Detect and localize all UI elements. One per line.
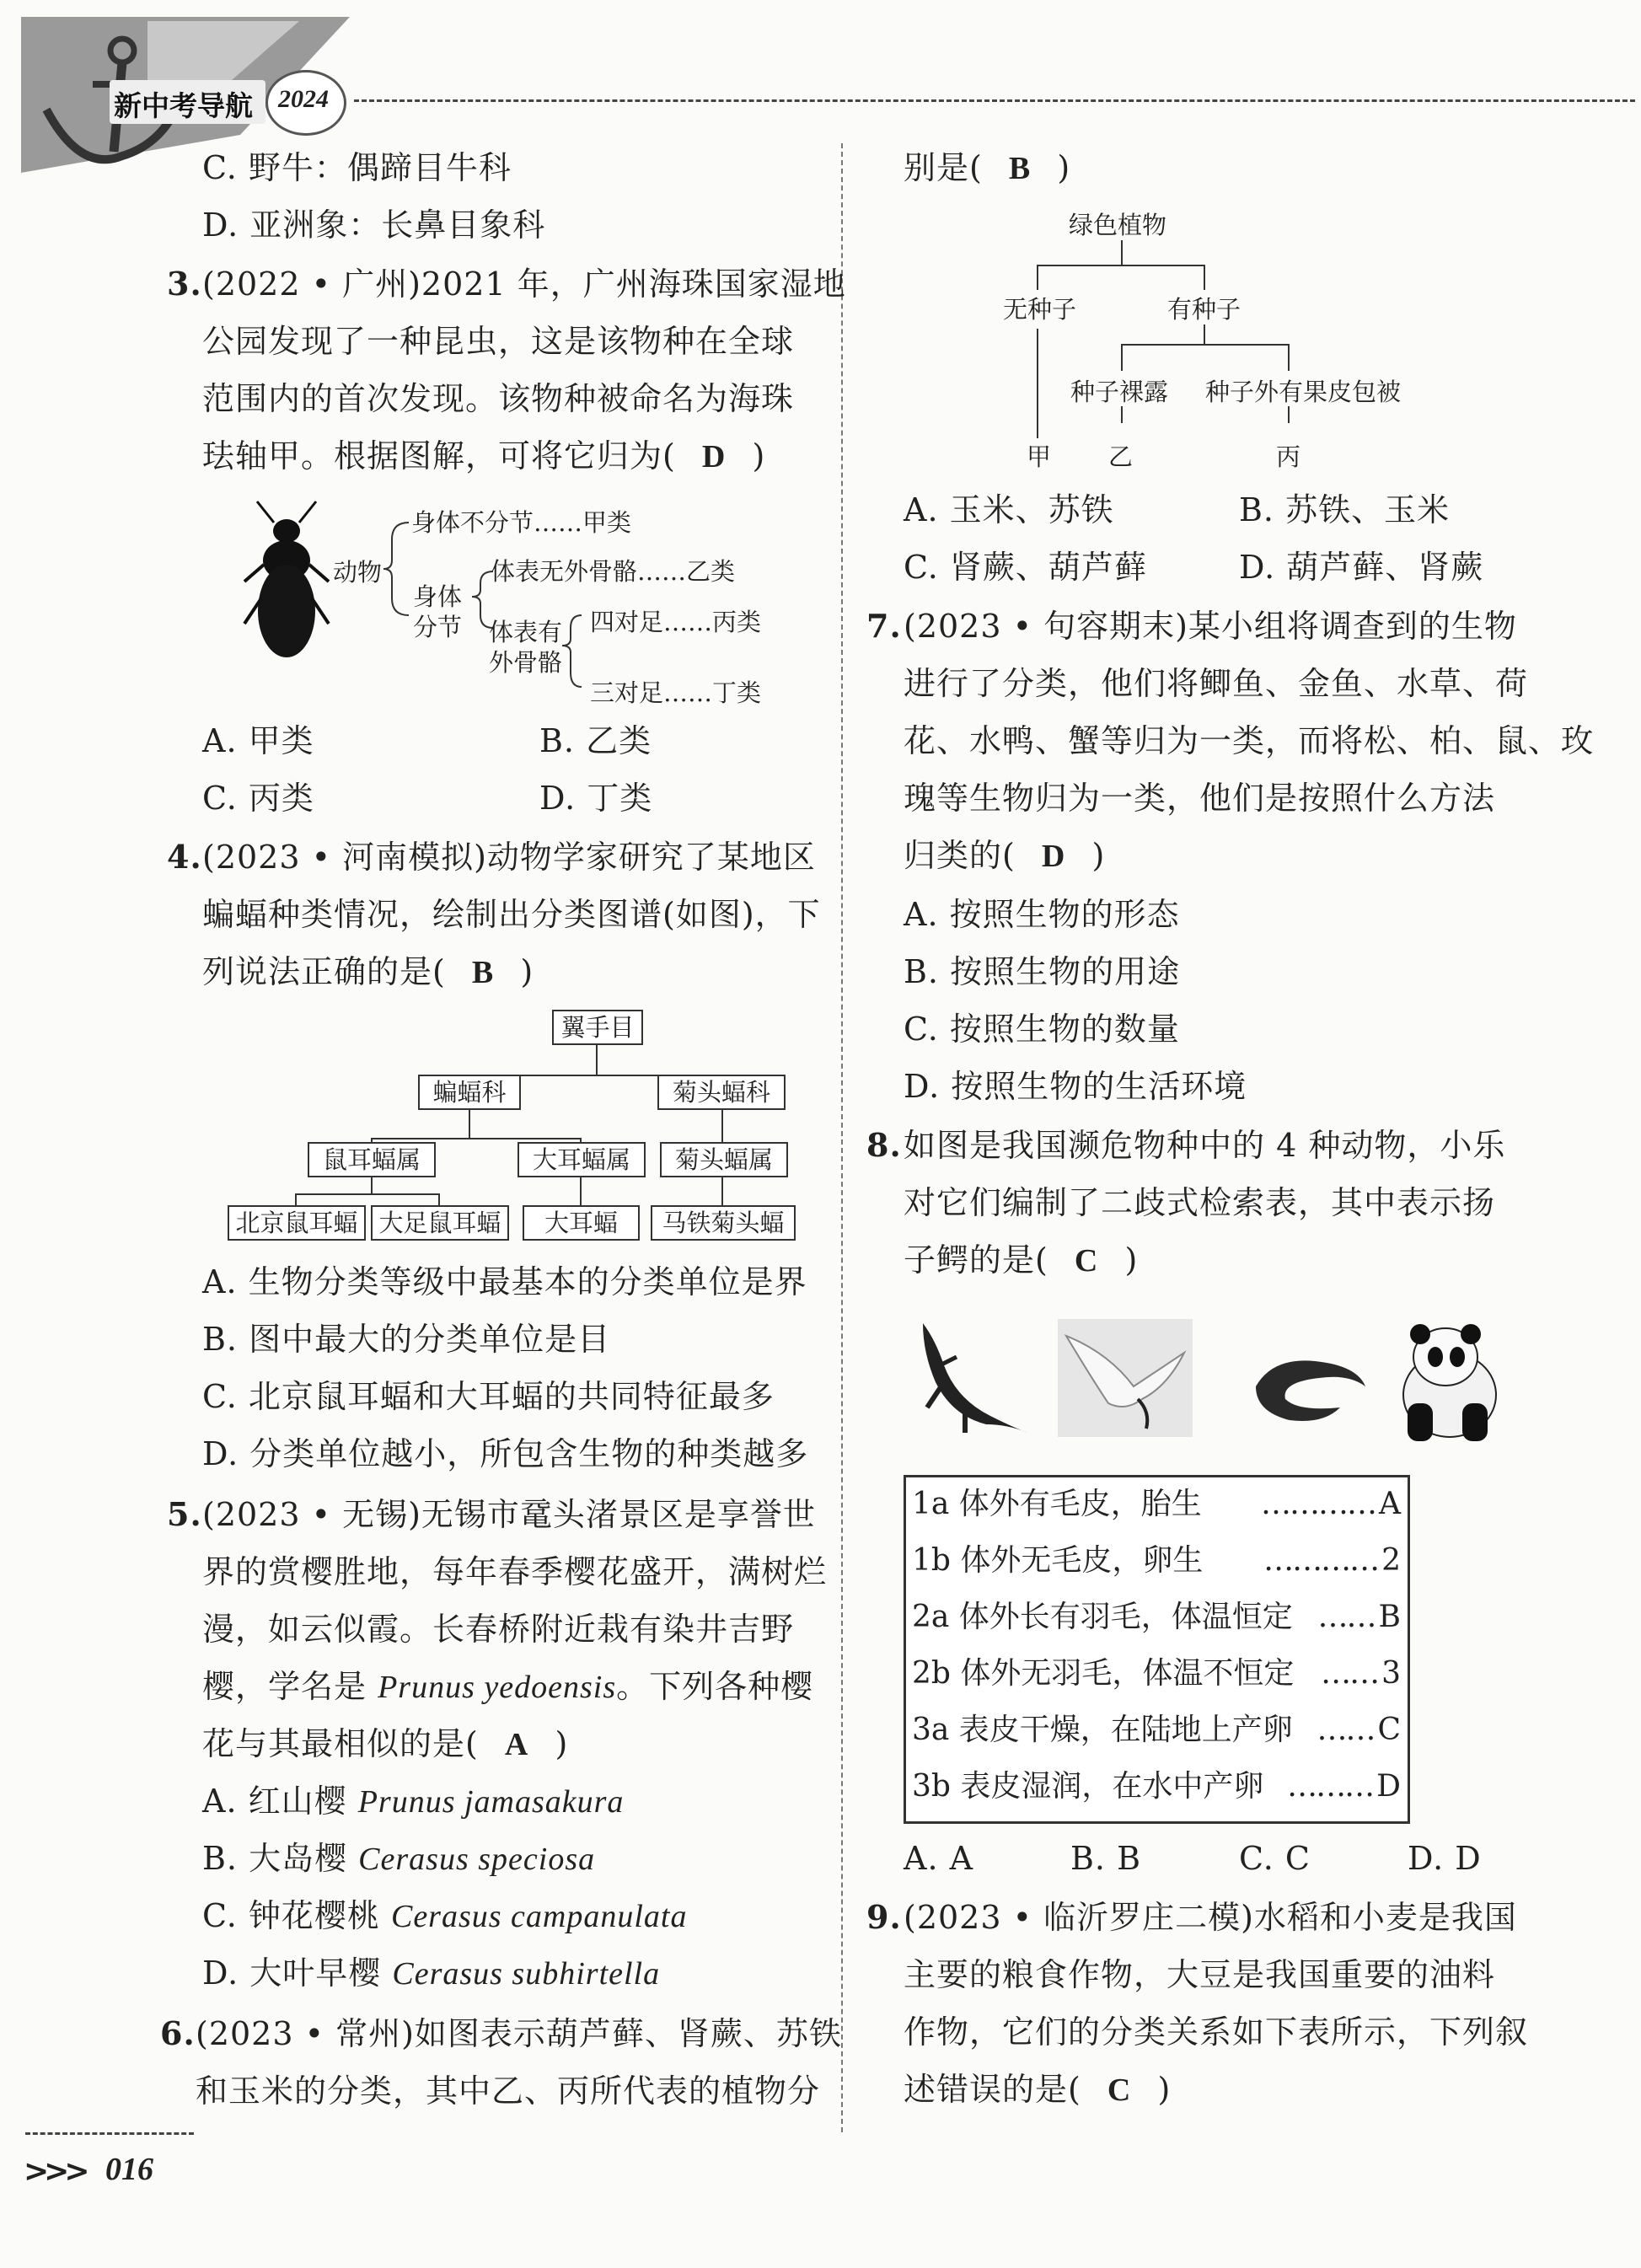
- q9-line-3: 作物，它们的分类关系如下表所示，下列叙: [904, 2013, 1529, 2051]
- q5-line-4a: 樱，学名是: [202, 1668, 378, 1705]
- q8-option-b: B. B: [1070, 1840, 1142, 1877]
- key-row-text: 3a 表皮干燥，在陆地上产卵: [912, 1713, 1293, 1747]
- q5-option-c: [202, 1893, 687, 1939]
- q4-number: 4.: [167, 838, 202, 876]
- q7-option-a: A. 按照生物的形态: [904, 896, 1180, 933]
- q4-close: ): [520, 953, 534, 990]
- header-year: 2024: [278, 85, 329, 113]
- key-row-text: 1a 体外有毛皮，胎生: [912, 1487, 1202, 1521]
- q3-key-n6: 三对足……丁类: [590, 678, 762, 707]
- beetle-image: [240, 497, 333, 666]
- q3-option-c: C. 丙类: [202, 780, 314, 817]
- q4-line-2: 蝙蝠种类情况，绘制出分类图谱(如图)，下: [202, 896, 821, 933]
- q5-line-2: 界的赏樱胜地，每年春季樱花盛开，满树烂: [202, 1553, 828, 1590]
- q3-line-4: [202, 433, 765, 480]
- key-row: [912, 1536, 1401, 1585]
- key-row: [912, 1480, 1401, 1529]
- q4-option-b: B. 图中最大的分类单位是目: [202, 1321, 611, 1358]
- alligator-image: [906, 1315, 1032, 1441]
- tree-genus-3: 菊头蝠属: [660, 1142, 788, 1177]
- q8-number: 8.: [866, 1126, 902, 1164]
- column-divider: [841, 143, 843, 2132]
- key-row-result: 2: [1381, 1543, 1401, 1578]
- header-dash-line: [354, 99, 1635, 102]
- q6-stem-end: 别是(: [904, 149, 983, 186]
- q8-close: ): [1124, 1241, 1139, 1279]
- q7-line-5: [904, 833, 1105, 879]
- tree-species-1: 北京鼠耳蝠: [228, 1205, 366, 1241]
- q8-line-3: [904, 1237, 1138, 1284]
- q9-line-4: [904, 2067, 1171, 2113]
- q3-key-root: 动物: [333, 558, 383, 587]
- q5-option-d-latin: Cerasus subhirtella: [392, 1956, 661, 1992]
- q3-line-2: 公园发现了一种昆虫，这是该物种在全球: [202, 323, 795, 360]
- q6-line-1: (2023 • 常州)如图表示葫芦藓、肾蕨、苏铁: [196, 2015, 842, 2052]
- q8-answer: C: [1074, 1243, 1099, 1279]
- q8-option-a: A. A: [904, 1840, 974, 1877]
- q6-close: ): [1057, 149, 1071, 186]
- q6-option-b: B. 苏铁、玉米: [1239, 491, 1451, 528]
- tree-genus-1: 鼠耳蝠属: [308, 1142, 436, 1177]
- plant-tree-covered-seed: 种子外有果皮包被: [1205, 378, 1402, 406]
- q6-answer: B: [1008, 151, 1032, 186]
- q3-close: ): [752, 437, 766, 475]
- key-row-result: B: [1378, 1600, 1401, 1634]
- q5-latin: Prunus yedoensis: [378, 1670, 617, 1705]
- key-row: [912, 1593, 1401, 1642]
- q5-option-a-cn: A. 红山樱: [202, 1783, 358, 1820]
- footer-arrows: >>>: [24, 2154, 85, 2189]
- panda-image: [1395, 1319, 1504, 1445]
- key-row: [912, 1706, 1401, 1755]
- q5-option-b-latin: Cerasus speciosa: [358, 1842, 596, 1877]
- q5-line-4b: 。下列各种樱: [616, 1668, 814, 1705]
- key-row-dots: ………: [1287, 1769, 1374, 1804]
- q3-number: 3.: [167, 265, 202, 303]
- q9-close: ): [1157, 2071, 1172, 2108]
- ibis-image: [1058, 1319, 1193, 1437]
- q5-number: 5.: [167, 1495, 202, 1533]
- key-row-dots: …………: [1263, 1543, 1379, 1578]
- tree-order: 翼手目: [552, 1010, 643, 1045]
- q5-option-b-cn: B. 大岛樱: [202, 1840, 359, 1877]
- q8-option-c: C. C: [1239, 1840, 1311, 1877]
- key-row-result: A: [1379, 1487, 1401, 1521]
- plant-tree-leaf-1: 甲: [1027, 442, 1052, 471]
- q7-answer: D: [1041, 839, 1066, 874]
- plant-tree-leaf-2: 乙: [1108, 442, 1134, 471]
- q4-answer: B: [471, 955, 495, 990]
- q5-option-d: [202, 1950, 660, 1997]
- tree-family-1: 蝙蝠科: [418, 1075, 521, 1110]
- q2-option-c: C. 野牛：偶蹄目牛科: [202, 149, 512, 186]
- q3-option-d: D. 丁类: [539, 780, 653, 817]
- plant-tree-seed: 有种子: [1167, 295, 1241, 324]
- q3-stem-end: 珐轴甲。根据图解，可将它归为(: [202, 437, 676, 475]
- q3-answer: D: [701, 439, 727, 475]
- q7-line-1: (2023 • 句容期末)某小组将调查到的生物: [904, 608, 1517, 645]
- q4-stem-end: 列说法正确的是(: [202, 953, 446, 990]
- tree-species-4: 马铁菊头蝠: [651, 1205, 796, 1241]
- q3-line-3: 范围内的首次发现。该物种被命名为海珠: [202, 380, 795, 417]
- q6-option-a: A. 玉米、苏铁: [904, 491, 1114, 528]
- q5-line-5: [202, 1721, 568, 1767]
- key-row-dots: ……: [1317, 1713, 1375, 1747]
- tree-family-2: 菊头蝠科: [657, 1075, 786, 1110]
- q6-number: 6.: [160, 2014, 196, 2052]
- plant-tree-root: 绿色植物: [1069, 211, 1167, 239]
- page-number: 016: [105, 2152, 153, 2187]
- q3-option-a: A. 甲类: [202, 722, 314, 759]
- q6-line-2: 和玉米的分类，其中乙、丙所代表的植物分: [196, 2072, 821, 2110]
- key-row-dots: …………: [1261, 1487, 1376, 1521]
- tree-species-3: 大耳蝠: [523, 1205, 640, 1241]
- key-row-text: 3b 表皮湿润，在水中产卵: [912, 1769, 1264, 1804]
- q5-option-c-cn: C. 钟花樱桃: [202, 1897, 391, 1934]
- key-row-dots: ……: [1321, 1656, 1379, 1691]
- q3-key-n3: 体表无外骨骼……乙类: [491, 557, 736, 586]
- q7-stem-end: 归类的(: [904, 837, 1016, 874]
- salamander-image: [1247, 1340, 1374, 1433]
- q3-key-n1: 身体不分节……甲类: [411, 508, 632, 537]
- q8-line-2: 对它们编制了二歧式检索表，其中表示扬: [904, 1184, 1496, 1221]
- key-row-text: 1b 体外无毛皮，卵生: [912, 1543, 1204, 1578]
- q6-line-3: [904, 145, 1070, 191]
- q7-line-4: 瑰等生物归为一类，他们是按照什么方法: [904, 780, 1496, 817]
- q4-option-d: D. 分类单位越小，所包含生物的种类越多: [202, 1435, 809, 1472]
- q6-option-d: D. 葫芦藓、肾蕨: [1239, 549, 1484, 586]
- q4-option-a: A. 生物分类等级中最基本的分类单位是界: [202, 1263, 807, 1300]
- key-row-result: D: [1376, 1769, 1401, 1804]
- q9-stem-end: 述错误的是(: [904, 2071, 1081, 2108]
- q9-number: 9.: [866, 1898, 902, 1936]
- q5-option-d-cn: D. 大叶早樱: [202, 1954, 393, 1992]
- q3-option-b: B. 乙类: [539, 722, 652, 759]
- q5-close: ): [555, 1725, 569, 1762]
- key-row-result: C: [1377, 1713, 1401, 1747]
- q5-stem-end: 花与其最相似的是(: [202, 1725, 479, 1762]
- q8-option-d: D. D: [1408, 1840, 1482, 1877]
- q4-line-1: (2023 • 河南模拟)动物学家研究了某地区: [202, 839, 816, 876]
- q7-close: ): [1091, 837, 1106, 874]
- q7-line-3: 花、水鸭、蟹等归为一类，而将松、柏、鼠、玫: [904, 722, 1595, 759]
- q7-line-2: 进行了分类，他们将鲫鱼、金鱼、水草、荷: [904, 665, 1529, 702]
- header-title: 新中考导航: [114, 89, 253, 122]
- footer-dash-line: [25, 2132, 194, 2135]
- q3-key-n5: 四对足……丙类: [590, 608, 762, 636]
- key-row: [912, 1649, 1401, 1698]
- plant-tree-no-seed: 无种子: [1003, 295, 1077, 324]
- q4-option-c: C. 北京鼠耳蝠和大耳蝠的共同特征最多: [202, 1378, 775, 1415]
- q5-option-c-latin: Cerasus campanulata: [390, 1899, 688, 1934]
- q5-option-b: [202, 1836, 595, 1882]
- q7-option-c: C. 按照生物的数量: [904, 1011, 1180, 1048]
- q9-line-1: (2023 • 临沂罗庄二模)水稻和小麦是我国: [904, 1899, 1517, 1936]
- q5-option-a-latin: Prunus jamasakura: [357, 1784, 625, 1820]
- q8-line-1: 如图是我国濒危物种中的 4 种动物，小乐: [904, 1127, 1506, 1164]
- q8-stem-end: 子鳄的是(: [904, 1241, 1048, 1279]
- q6-option-c: C. 肾蕨、葫芦藓: [904, 549, 1147, 586]
- plant-tree-naked-seed: 种子裸露: [1070, 378, 1169, 406]
- q5-option-a: [202, 1778, 624, 1825]
- q9-line-2: 主要的粮食作物，大豆是我国重要的油料: [904, 1956, 1496, 1993]
- q5-line-4: [202, 1664, 813, 1710]
- q7-number: 7.: [866, 607, 902, 645]
- tree-species-2: 大足鼠耳蝠: [371, 1205, 509, 1241]
- tree-genus-2: 大耳蝠属: [518, 1142, 646, 1177]
- q5-answer: A: [504, 1727, 529, 1762]
- q3-line-1: (2022 • 广州)2021 年，广州海珠国家湿地: [202, 265, 846, 303]
- q4-line-3: [202, 949, 534, 995]
- key-row-text: 2b 体外无羽毛，体温不恒定: [912, 1656, 1295, 1691]
- plant-tree-leaf-3: 丙: [1276, 442, 1301, 471]
- q9-answer: C: [1107, 2072, 1132, 2108]
- key-row-dots: ……: [1317, 1600, 1376, 1634]
- q2-option-d: D. 亚洲象：长鼻目象科: [202, 206, 546, 244]
- q3-key-n2: 身体分节: [413, 582, 463, 641]
- q5-line-1: (2023 • 无锡)无锡市鼋头渚景区是享誉世: [202, 1496, 816, 1533]
- key-row: [912, 1762, 1401, 1811]
- key-row-text: 2a 体外长有羽毛，体温恒定: [912, 1600, 1293, 1634]
- key-row-result: 3: [1381, 1656, 1401, 1691]
- q7-option-b: B. 按照生物的用途: [904, 953, 1181, 990]
- q3-key-n4: 体表有外骨骼: [489, 618, 563, 677]
- q7-option-d: D. 按照生物的生活环境: [904, 1068, 1247, 1105]
- q5-line-3: 漫，如云似霞。长春桥附近栽有染井吉野: [202, 1611, 795, 1648]
